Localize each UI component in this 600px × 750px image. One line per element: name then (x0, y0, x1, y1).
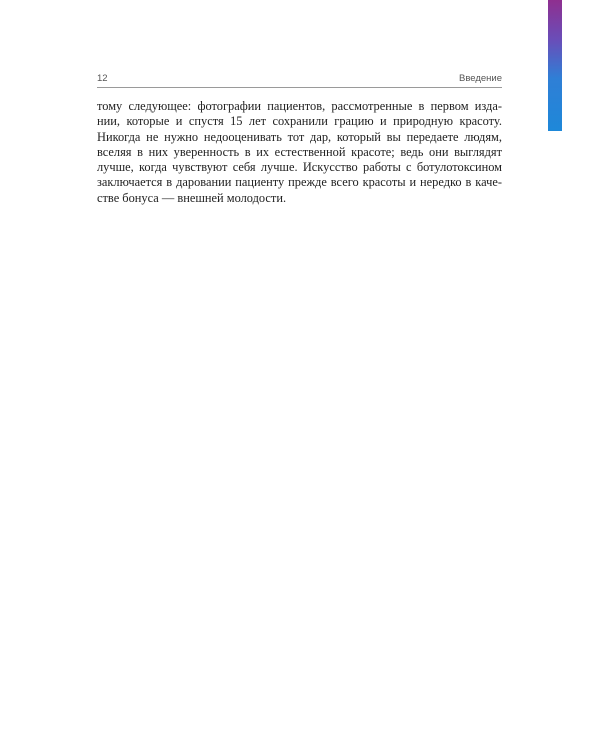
text-line: стве бонуса — внешней молодости. (97, 190, 287, 205)
text-line: вселяя в них уверенность в их естественной красоте; ведь они выглядят (97, 144, 502, 159)
body-paragraph (97, 99, 502, 206)
text-line: заключается в даровании пациенту прежде всего красоты и нередко в каче- (97, 175, 502, 190)
text-line: лучше, когда чувствуют себя лучше. Искусство работы с ботулотоксином (97, 160, 502, 175)
running-header (97, 71, 502, 87)
text-line: Никогда не нужно недооценивать тот дар, который вы передаете людям, (97, 129, 502, 144)
chapter-tab-marker (548, 0, 562, 131)
page-number: 12 (97, 73, 108, 84)
text-line: тому следующее: фотографии пациентов, рассмотренные в первом изда- (97, 99, 502, 113)
text-line: нии, которые и спустя 15 лет сохранили грацию и природную красоту. (97, 114, 502, 129)
header-divider (97, 87, 502, 88)
section-title: Введение (458, 73, 502, 84)
